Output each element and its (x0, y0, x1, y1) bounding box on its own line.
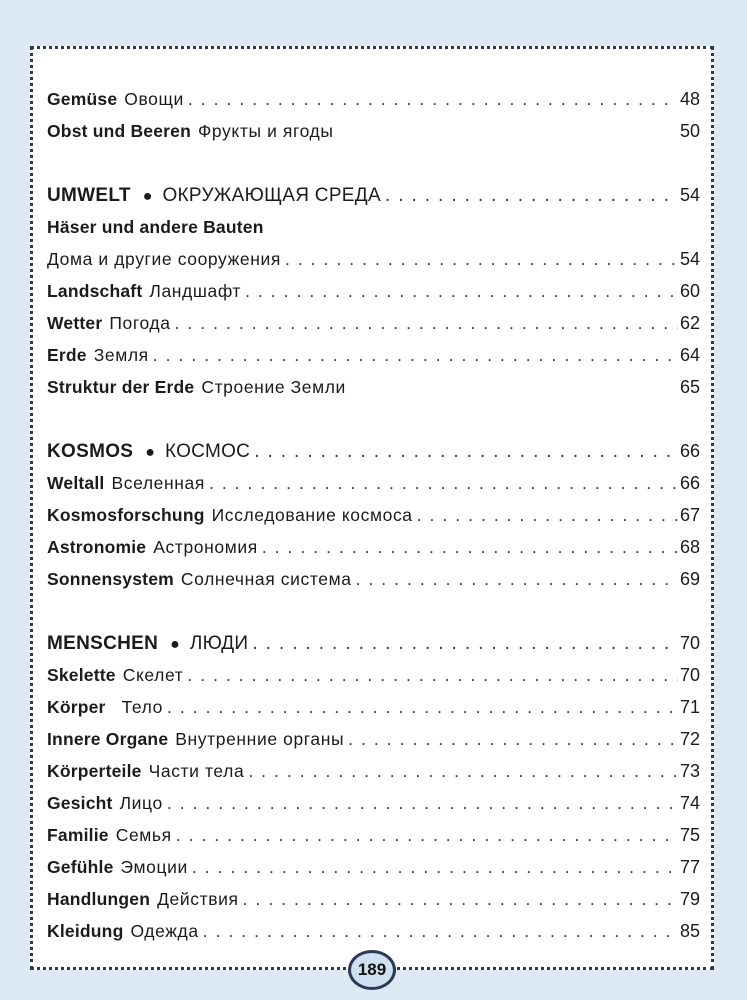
toc-entry[interactable] (47, 563, 700, 595)
toc-entry[interactable] (47, 307, 700, 339)
entry-russian: Тело (121, 697, 163, 717)
entry-russian: Ландшафт (149, 281, 242, 301)
dot-leader (176, 819, 678, 851)
entry-russian: Дома и другие сооружения (47, 249, 281, 269)
section-page: 70 (679, 633, 700, 653)
dot-leader (209, 467, 678, 499)
dot-leader (252, 628, 678, 660)
section-german: UMWELT (47, 185, 131, 206)
entry-german: Innere Organe (47, 729, 169, 749)
toc-entry[interactable] (47, 243, 700, 275)
entry-german: Körperteile (47, 761, 142, 781)
entry-page: 74 (679, 793, 700, 813)
dot-leader (192, 851, 678, 883)
entry-german: Kleidung (47, 921, 124, 941)
entry-german: Wetter (47, 313, 103, 333)
toc-entry[interactable] (47, 531, 700, 563)
entry-german: Weltall (47, 473, 105, 493)
dot-leader (385, 180, 678, 212)
entry-page: 70 (679, 665, 700, 685)
entry-german: Handlungen (47, 889, 151, 909)
entry-russian: Фрукты и ягоды (198, 121, 334, 141)
toc-entry[interactable] (47, 275, 700, 307)
dot-leader (356, 563, 678, 595)
entry-german: Gemüse (47, 89, 118, 109)
entry-russian: Овощи (124, 89, 184, 109)
entry-russian: Внутренние органы (175, 729, 345, 749)
bullet-icon: ● (142, 188, 153, 205)
entry-page: 68 (679, 537, 700, 557)
entry-russian: Семья (115, 825, 172, 845)
entry-german: Körper (47, 697, 106, 717)
entry-russian: Погода (109, 313, 171, 333)
dot-leader (262, 531, 678, 563)
section-page: 66 (679, 441, 700, 461)
bullet-icon: ● (170, 636, 180, 653)
section-russian: ЛЮДИ (189, 633, 249, 654)
dot-leader (167, 787, 678, 819)
section-german: KOSMOS (47, 441, 134, 462)
toc-entry[interactable] (47, 499, 700, 531)
entry-page: 69 (679, 569, 700, 589)
dot-leader (417, 499, 678, 531)
toc-entry[interactable] (47, 339, 700, 371)
section-heading[interactable] (47, 435, 700, 467)
entry-russian: Действия (157, 889, 239, 909)
dot-leader (243, 883, 678, 915)
entry-german: Obst und Beeren (47, 121, 191, 141)
dot-leader (245, 275, 678, 307)
toc-entry[interactable] (47, 883, 700, 915)
dot-leader (254, 436, 678, 468)
entry-page: 71 (679, 697, 700, 717)
section-german: MENSCHEN (47, 633, 159, 654)
entry-page: 73 (679, 761, 700, 781)
dot-leader (203, 915, 678, 947)
entry-russian: Вселенная (111, 473, 205, 493)
entry-page: 85 (679, 921, 700, 941)
entry-german: Landschaft (47, 281, 143, 301)
dot-leader (248, 755, 678, 787)
entry-german: Gefühle (47, 857, 114, 877)
entry-russian: Исследование космоса (211, 505, 413, 525)
entry-russian: Скелет (122, 665, 184, 685)
entry-page: 60 (679, 281, 700, 301)
dot-leader (285, 243, 678, 275)
dot-leader (348, 723, 678, 755)
toc-entry[interactable] (47, 659, 700, 691)
dot-leader (188, 83, 678, 115)
page-number-badge: 189 (348, 950, 396, 990)
entry-page: 65 (679, 377, 700, 397)
toc-entry[interactable] (47, 115, 700, 147)
entry-page: 67 (679, 505, 700, 525)
toc-entry[interactable] (47, 723, 700, 755)
toc-entry[interactable] (47, 83, 700, 115)
dot-leader (153, 339, 678, 371)
toc-entry[interactable] (47, 371, 700, 403)
entry-german: Gesicht (47, 793, 113, 813)
section-heading[interactable] (47, 179, 700, 211)
dot-leader (175, 307, 678, 339)
toc-entry[interactable] (47, 787, 700, 819)
dot-leader (167, 691, 678, 723)
section-russian: КОСМОС (164, 441, 251, 462)
toc-entry[interactable] (47, 915, 700, 947)
entry-russian: Эмоции (120, 857, 188, 877)
entry-page: 66 (679, 473, 700, 493)
entry-page: 72 (679, 729, 700, 749)
section-heading[interactable] (47, 627, 700, 659)
toc-entry[interactable] (47, 467, 700, 499)
entry-page: 79 (679, 889, 700, 909)
entry-german: Skelette (47, 665, 116, 685)
entry-page: 62 (679, 313, 700, 333)
entry-german: Kosmosforschung (47, 505, 205, 525)
entry-german: Astronomie (47, 537, 147, 557)
dot-leader (187, 659, 678, 691)
entry-russian: Строение Земли (201, 377, 346, 397)
entry-german: Familie (47, 825, 109, 845)
entry-russian: Одежда (130, 921, 199, 941)
entry-russian: Лицо (119, 793, 163, 813)
entry-russian: Земля (93, 345, 149, 365)
toc-entry[interactable] (47, 819, 700, 851)
entry-page: 75 (679, 825, 700, 845)
toc-entry[interactable] (47, 211, 700, 243)
entry-russian: Астрономия (153, 537, 258, 557)
toc-entry[interactable] (47, 691, 700, 723)
entry-page: 50 (679, 121, 700, 141)
entry-russian: Солнечная система (180, 569, 352, 589)
entry-page: 54 (679, 249, 700, 269)
entry-page: 48 (679, 89, 700, 109)
entry-german: Erde (47, 345, 87, 365)
toc-entry[interactable] (47, 755, 700, 787)
entry-page: 64 (679, 345, 700, 365)
section-page: 54 (679, 185, 700, 205)
entry-german: Sonnensystem (47, 569, 174, 589)
bullet-icon: ● (145, 444, 155, 461)
entry-german: Häser und andere Bauten (47, 217, 264, 237)
entry-page: 77 (679, 857, 700, 877)
toc-entry[interactable] (47, 851, 700, 883)
section-russian: ОКРУЖАЮЩАЯ СРЕДА (162, 185, 381, 206)
entry-german: Struktur der Erde (47, 377, 195, 397)
entry-russian: Части тела (148, 761, 245, 781)
